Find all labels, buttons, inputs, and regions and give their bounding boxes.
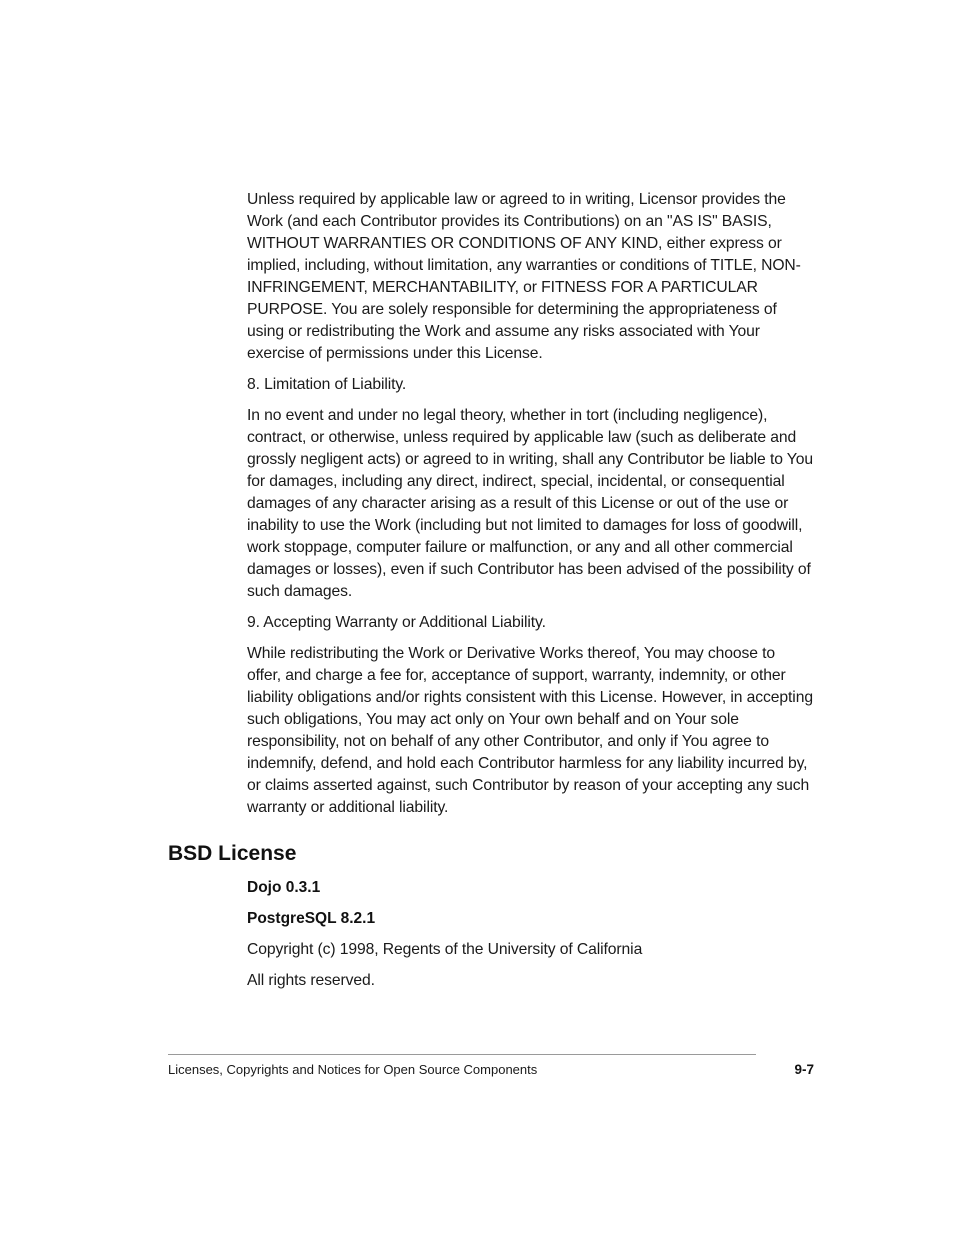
postgresql-heading: PostgreSQL 8.2.1 — [247, 910, 376, 927]
section-9-heading: 9. Accepting Warranty or Additional Liability. — [247, 614, 546, 631]
bsd-license-body — [247, 877, 813, 1001]
rights-line: All rights reserved. — [247, 972, 375, 989]
section-9-paragraph: While redistributing the Work or Derivative Works thereof, You may choose to offer, and charge a fee for, acceptance of support, warranty, indemnity, or other liability obligations and/or rights consistent with this License. However, in accepting such obligations, You may act only on Your own behalf and on Your sole responsibility, not on behalf of any other Contributor, and only if You agree to indemnify, defend, and hold each Contributor harmless for any liability incurred by, or claims asserted against, such Contributor by reason of your accepting any such warranty or additional liability. — [247, 645, 813, 816]
copyright-line: Copyright (c) 1998, Regents of the University of California — [247, 941, 643, 958]
bsd-license-heading: BSD License — [168, 842, 297, 865]
warranty-disclaimer-paragraph: Unless required by applicable law or agreed to in writing, Licensor provides the Work (and each Contributor provides its Contributions) on an "AS IS" BASIS, WITHOUT WARRANTIES OR CONDITIONS OF ANY KIND, either express or implied, including, without limitation, any warranties or conditions of TITLE, NON-INFRINGEMENT, MERCHANTABILITY, or FITNESS FOR A PARTICULAR PURPOSE. You are solely responsible for determining the appropriateness of using or redistributing the Work and assume any risks associated with Your exercise of permissions under this License. — [247, 191, 801, 362]
footer-title: Licenses, Copyrights and Notices for Open Source Components — [168, 1062, 538, 1077]
page-number: 9-7 — [794, 1062, 814, 1077]
section-8-heading: 8. Limitation of Liability. — [247, 376, 407, 393]
section-8-paragraph: In no event and under no legal theory, whether in tort (including negligence), contract, or otherwise, unless required by applicable law (such as deliberate and grossly negligent acts) or agreed to in writing, shall any Contributor be liable to You for damages, including any direct, indirect, special, incidental, or consequential damages of any character arising as a result of this License or out of the use or inability to use the Work (including but not limited to damages for loss of goodwill, work stoppage, computer failure or malfunction, or any and all other commercial damages or losses), even if such Contributor has been advised of the possibility of such damages. — [247, 407, 813, 600]
dojo-heading: Dojo 0.3.1 — [247, 879, 321, 896]
license-body — [247, 189, 813, 828]
footer-divider — [168, 1054, 756, 1055]
